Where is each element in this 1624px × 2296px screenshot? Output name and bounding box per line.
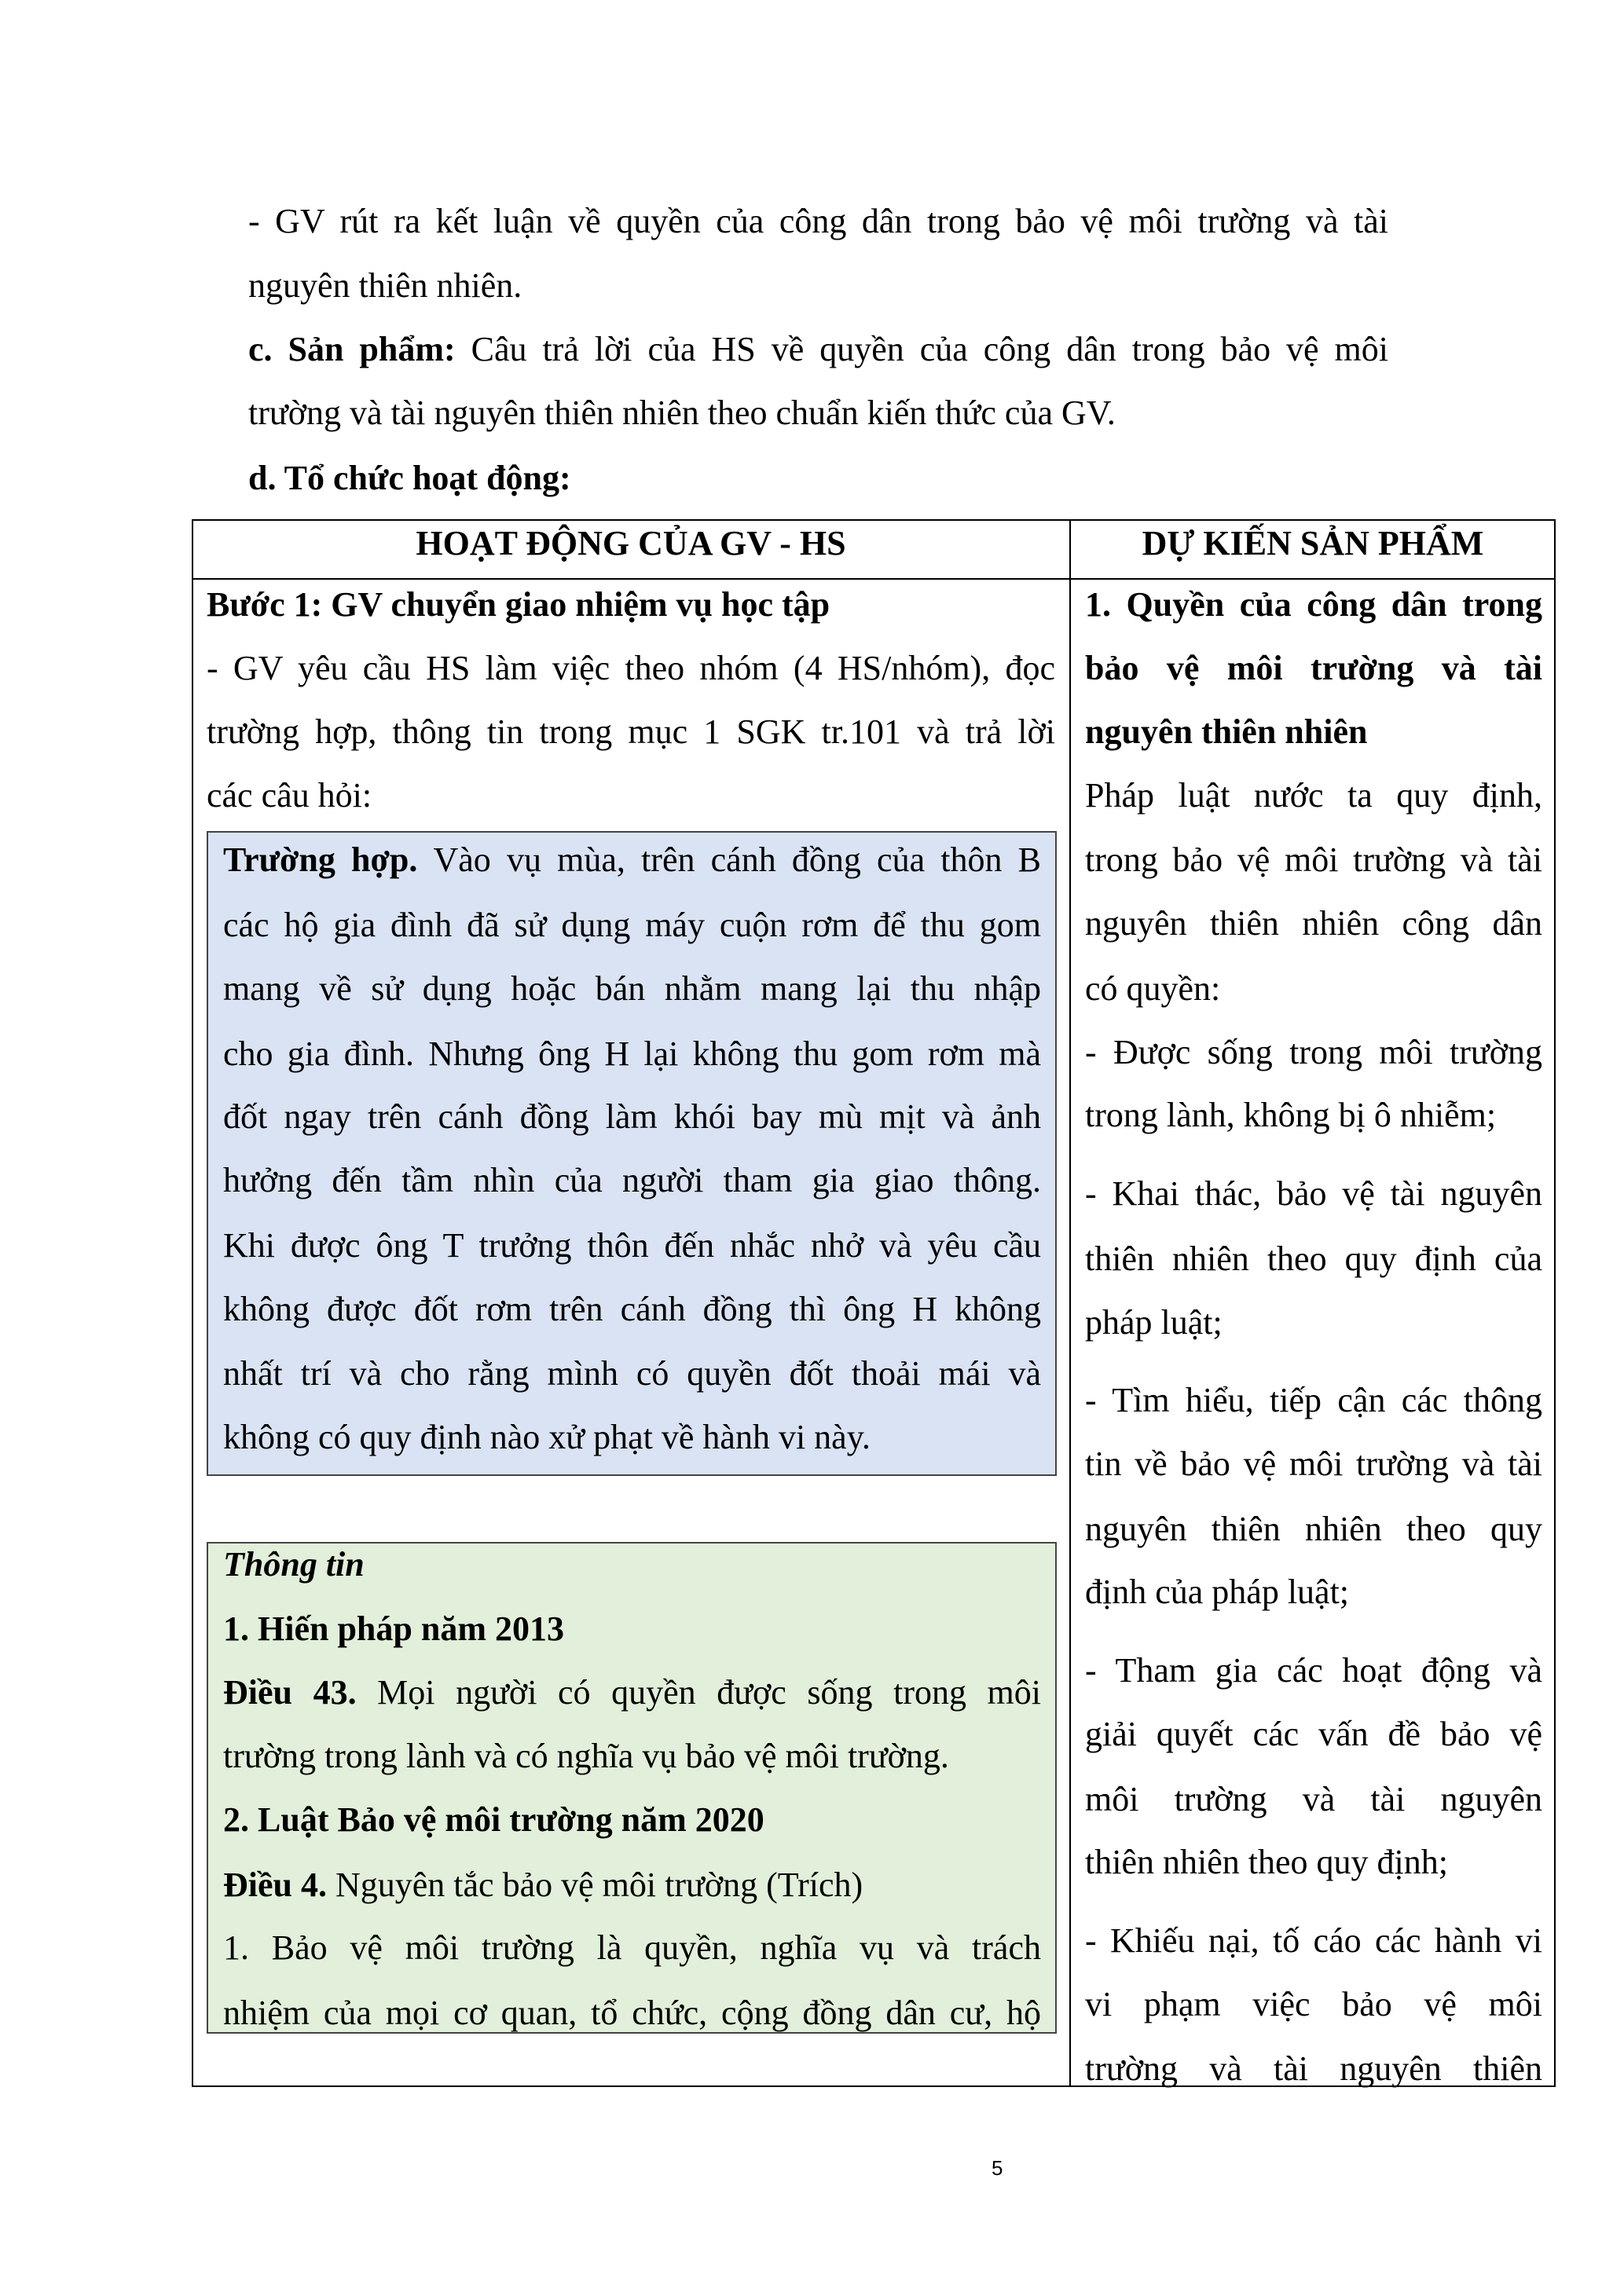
text-line bbox=[223, 1022, 1041, 1086]
text-line bbox=[1085, 1368, 1542, 1433]
line-text: trường và tài nguyên thiên nhiên theo chuẩn kiến thức của GV. bbox=[248, 394, 1116, 432]
line-text: thiên nhiên theo quy định của bbox=[1085, 1240, 1542, 1278]
text-line bbox=[223, 1981, 1041, 2045]
line-emphasis: 1. Hiến pháp năm 2013 bbox=[223, 1609, 564, 1648]
line-text: - Tìm hiểu, tiếp cận các thông bbox=[1085, 1381, 1542, 1419]
text-line bbox=[223, 1085, 1041, 1149]
text-line bbox=[207, 636, 1055, 701]
line-emphasis: c. Sản phẩm: bbox=[248, 330, 471, 368]
text-line bbox=[223, 1277, 1041, 1342]
text-line bbox=[1085, 1767, 1542, 1832]
line-emphasis: bảo vệ môi trường và tài bbox=[1085, 649, 1542, 687]
line-emphasis: Điều 4. bbox=[223, 1866, 335, 1904]
text-line bbox=[1085, 1639, 1542, 1703]
line-text: cho gia đình. Nhưng ông H lại không thu gom rơm mà bbox=[223, 1034, 1041, 1073]
line-text: mang về sử dụng hoặc bán nhằm mang lại thu nhập bbox=[223, 969, 1041, 1008]
line-emphasis: Trường hợp. bbox=[223, 840, 434, 879]
column-divider bbox=[1069, 519, 1071, 2087]
line-text: trường trong lành và có nghĩa vụ bảo vệ môi trường. bbox=[223, 1737, 949, 1775]
text-line bbox=[223, 1853, 1041, 1917]
text-line bbox=[1085, 1702, 1542, 1767]
text-line bbox=[1085, 1020, 1542, 1085]
text-line bbox=[223, 1532, 1041, 1597]
text-line bbox=[1085, 1162, 1542, 1226]
line-text: Mọi người có quyền được sống trong môi bbox=[377, 1673, 1042, 1712]
line-text: Pháp luật nước ta quy định, bbox=[1085, 776, 1542, 815]
line-text: trường và tài nguyên thiên bbox=[1085, 2049, 1542, 2088]
line-emphasis: Thông tin bbox=[223, 1545, 365, 1584]
text-line bbox=[1085, 828, 1542, 892]
line-text: Khi được ông T trưởng thôn đến nhắc nhở và yêu cầu bbox=[223, 1226, 1041, 1265]
page-number: 5 bbox=[992, 2156, 1003, 2180]
line-text: giải quyết các vấn đề bảo vệ bbox=[1085, 1715, 1542, 1753]
line-text: - GV rút ra kết luận về quyền của công dân trong bảo vệ môi trường và tài bbox=[248, 202, 1388, 240]
text-line bbox=[1085, 636, 1542, 701]
text-line bbox=[223, 828, 1041, 892]
line-emphasis: 2. Luật Bảo vệ môi trường năm 2020 bbox=[223, 1800, 764, 1839]
text-line bbox=[248, 381, 1388, 445]
text-line bbox=[223, 1916, 1041, 1980]
text-line bbox=[1085, 573, 1542, 637]
text-line bbox=[248, 189, 1388, 254]
line-text: có quyền: bbox=[1085, 969, 1221, 1008]
text-line bbox=[223, 1405, 1041, 1470]
line-text: các hộ gia đình đã sử dụng máy cuộn rơm để thu gom bbox=[223, 906, 1041, 944]
text-line bbox=[1085, 1972, 1542, 2037]
text-line bbox=[1085, 1830, 1542, 1895]
text-line bbox=[223, 893, 1041, 958]
text-line bbox=[223, 1148, 1041, 1213]
text-line bbox=[1085, 1432, 1542, 1496]
text-line bbox=[248, 446, 1388, 511]
text-line bbox=[1085, 957, 1542, 1021]
line-text: các câu hỏi: bbox=[207, 776, 372, 815]
line-text: môi trường và tài nguyên bbox=[1085, 1780, 1542, 1818]
text-line bbox=[1085, 2037, 1542, 2101]
text-line bbox=[207, 573, 1055, 637]
header-teacher-student-activity: HOẠT ĐỘNG CỦA GV - HS bbox=[416, 524, 846, 562]
text-line bbox=[1085, 700, 1542, 764]
text-line bbox=[248, 254, 1388, 318]
line-text: thiên nhiên theo quy định; bbox=[1085, 1843, 1448, 1881]
line-text: - Được sống trong môi trường bbox=[1085, 1033, 1542, 1071]
line-emphasis: nguyên thiên nhiên bbox=[1085, 712, 1368, 751]
text-line bbox=[223, 957, 1041, 1021]
line-text: - GV yêu cầu HS làm việc theo nhóm (4 HS/nhóm), đọc bbox=[207, 649, 1055, 687]
line-text: 1. Bảo vệ môi trường là quyền, nghĩa vụ và trách bbox=[223, 1928, 1041, 1967]
line-text: nhiệm của mọi cơ quan, tổ chức, cộng đồng dân cư, hộ bbox=[223, 1994, 1041, 2032]
text-line bbox=[223, 1342, 1041, 1406]
text-line bbox=[207, 700, 1055, 764]
line-text: đốt ngay trên cánh đồng làm khói bay mù mịt và ảnh bbox=[223, 1097, 1041, 1136]
line-emphasis: d. Tổ chức hoạt động: bbox=[248, 459, 571, 497]
line-emphasis: Bước 1: GV chuyển giao nhiệm vụ học tập bbox=[207, 585, 830, 624]
text-line bbox=[1085, 1560, 1542, 1624]
line-text: - Khai thác, bảo vệ tài nguyên bbox=[1085, 1174, 1542, 1213]
line-text: nguyên thiên nhiên theo quy bbox=[1085, 1510, 1542, 1548]
text-line bbox=[207, 764, 1055, 828]
text-line bbox=[223, 1597, 1041, 1661]
line-text: hưởng đến tầm nhìn của người tham gia giao thông. bbox=[223, 1161, 1041, 1199]
line-text: định của pháp luật; bbox=[1085, 1573, 1350, 1611]
line-text: nguyên thiên nhiên. bbox=[248, 266, 522, 305]
line-text: trong lành, không bị ô nhiễm; bbox=[1085, 1096, 1497, 1134]
text-line bbox=[248, 317, 1388, 382]
line-text: không có quy định nào xử phạt về hành vi này. bbox=[223, 1418, 871, 1456]
line-emphasis: 1. Quyền của công dân trong bbox=[1085, 585, 1542, 624]
text-line bbox=[1085, 1291, 1542, 1355]
line-text: pháp luật; bbox=[1085, 1303, 1223, 1342]
line-text: nguyên thiên nhiên công dân bbox=[1085, 904, 1542, 943]
text-line bbox=[1085, 1909, 1542, 1973]
line-text: trường hợp, thông tin trong mục 1 SGK tr.101 và trả lời bbox=[207, 712, 1055, 751]
text-line bbox=[223, 1724, 1041, 1789]
line-text: trong bảo vệ môi trường và tài bbox=[1085, 840, 1542, 879]
text-line bbox=[1085, 892, 1542, 956]
text-line bbox=[1085, 764, 1542, 828]
line-text: vi phạm việc bảo vệ môi bbox=[1085, 1985, 1542, 2023]
line-emphasis: Điều 43. bbox=[223, 1673, 378, 1712]
line-text: tin về bảo vệ môi trường và tài bbox=[1085, 1445, 1542, 1483]
text-line bbox=[1085, 1227, 1542, 1291]
line-text: - Tham gia các hoạt động và bbox=[1085, 1651, 1542, 1690]
line-text: Câu trả lời của HS về quyền của công dân trong bảo vệ môi bbox=[471, 330, 1388, 368]
text-line bbox=[1085, 1497, 1542, 1562]
text-line bbox=[223, 1661, 1041, 1725]
line-text: nhất trí và cho rằng mình có quyền đốt thoải mái và bbox=[223, 1354, 1041, 1393]
text-line bbox=[223, 1214, 1041, 1278]
line-text: Vào vụ mùa, trên cánh đồng của thôn B bbox=[433, 840, 1042, 879]
header-expected-product: DỰ KIẾN SẢN PHẨM bbox=[1142, 524, 1484, 562]
text-line bbox=[223, 1788, 1041, 1852]
text-line bbox=[1085, 1083, 1542, 1148]
line-text: không được đốt rơm trên cánh đồng thì ông H không bbox=[223, 1290, 1041, 1328]
line-text: Nguyên tắc bảo vệ môi trường (Trích) bbox=[335, 1866, 863, 1904]
line-text: - Khiếu nại, tố cáo các hành vi bbox=[1085, 1921, 1542, 1960]
